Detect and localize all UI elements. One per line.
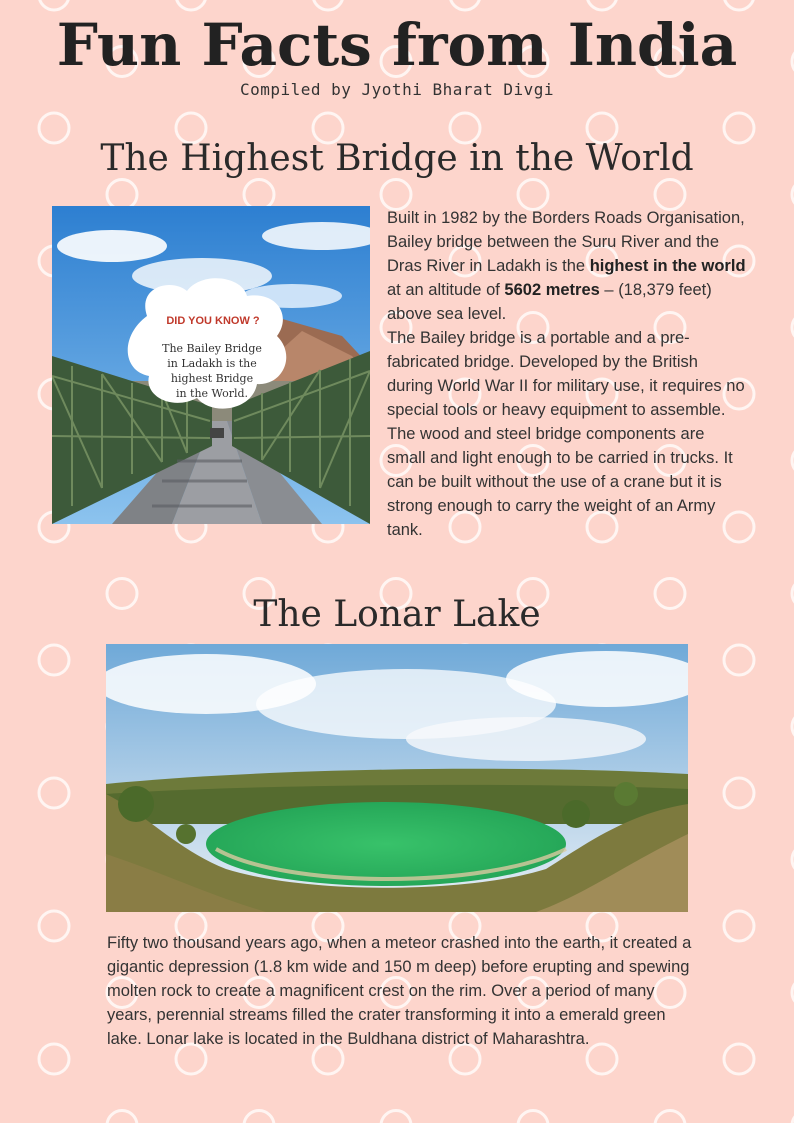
pattern-circle — [39, 645, 69, 675]
pattern-circle — [39, 778, 69, 808]
bridge-description — [387, 206, 747, 542]
pattern-circle — [381, 1111, 411, 1123]
lake-section-title: The Lonar Lake — [253, 594, 541, 635]
pattern-circle — [724, 645, 754, 675]
lonar-lake-photo — [106, 644, 688, 912]
callout-heading: DID YOU KNOW ? — [166, 315, 260, 327]
pattern-circle — [39, 1044, 69, 1074]
callout-line-4: in the World. — [175, 387, 249, 400]
pattern-circle — [244, 180, 274, 210]
pattern-circle — [381, 180, 411, 210]
bridge-highlight-altitude: 5602 metres — [504, 281, 600, 299]
bridge-text-part-4: The Bailey bridge is a portable and a pre-fabricated bridge. Developed by the British during World War II for military use, it requires no special tools or heavy equipment to assemble. The wood and steel bridge components are small and light enough to be carried in trucks. It can be built without the use of a crane but it is strong enough to carry the weight of an Army tank. — [387, 329, 745, 539]
bridge-text-part-1: Built in 1982 by the Borders Roads Organisation, Bailey bridge between the Suru River and the Dras River in Ladakh is the — [387, 209, 745, 275]
pattern-circle — [518, 180, 548, 210]
pattern-circle — [724, 911, 754, 941]
pattern-circle — [724, 1044, 754, 1074]
callout-line-2: in Ladakh is the — [167, 357, 257, 370]
page-title: Fun Facts from India — [56, 11, 738, 79]
pattern-circle — [107, 1111, 137, 1123]
lake-description: Fifty two thousand years ago, when a meteor crashed into the earth, it created a gigantic depression (1.8 km wide and 150 m deep) before erupting and spewing molten rock to create a magnificent crest on the rim. Over a period of many years, perennial streams filled the crater transforming it into a emerald green lake. Lonar lake is located in the Buldhana district of Maharashtra. — [107, 934, 692, 1048]
pattern-circle — [724, 778, 754, 808]
pattern-circle — [244, 1111, 274, 1123]
bridge-section-title: The Highest Bridge in the World — [100, 138, 694, 179]
bridge-highlight-highest: highest in the world — [589, 257, 746, 275]
bailey-bridge-photo — [52, 206, 370, 524]
pattern-circle — [518, 1111, 548, 1123]
pattern-circle — [39, 911, 69, 941]
callout-line-3: highest Bridge — [170, 372, 254, 385]
pattern-circle — [655, 1111, 685, 1123]
pattern-circle — [655, 180, 685, 210]
pattern-circle — [107, 180, 137, 210]
callout-line-1: The Bailey Bridge — [162, 342, 262, 355]
page-subtitle: Compiled by Jyothi Bharat Divgi — [239, 80, 555, 99]
bridge-text-part-3: – (18,379 feet) above sea level. — [387, 281, 712, 323]
bridge-text-part-2: at an altitude of — [387, 281, 505, 299]
